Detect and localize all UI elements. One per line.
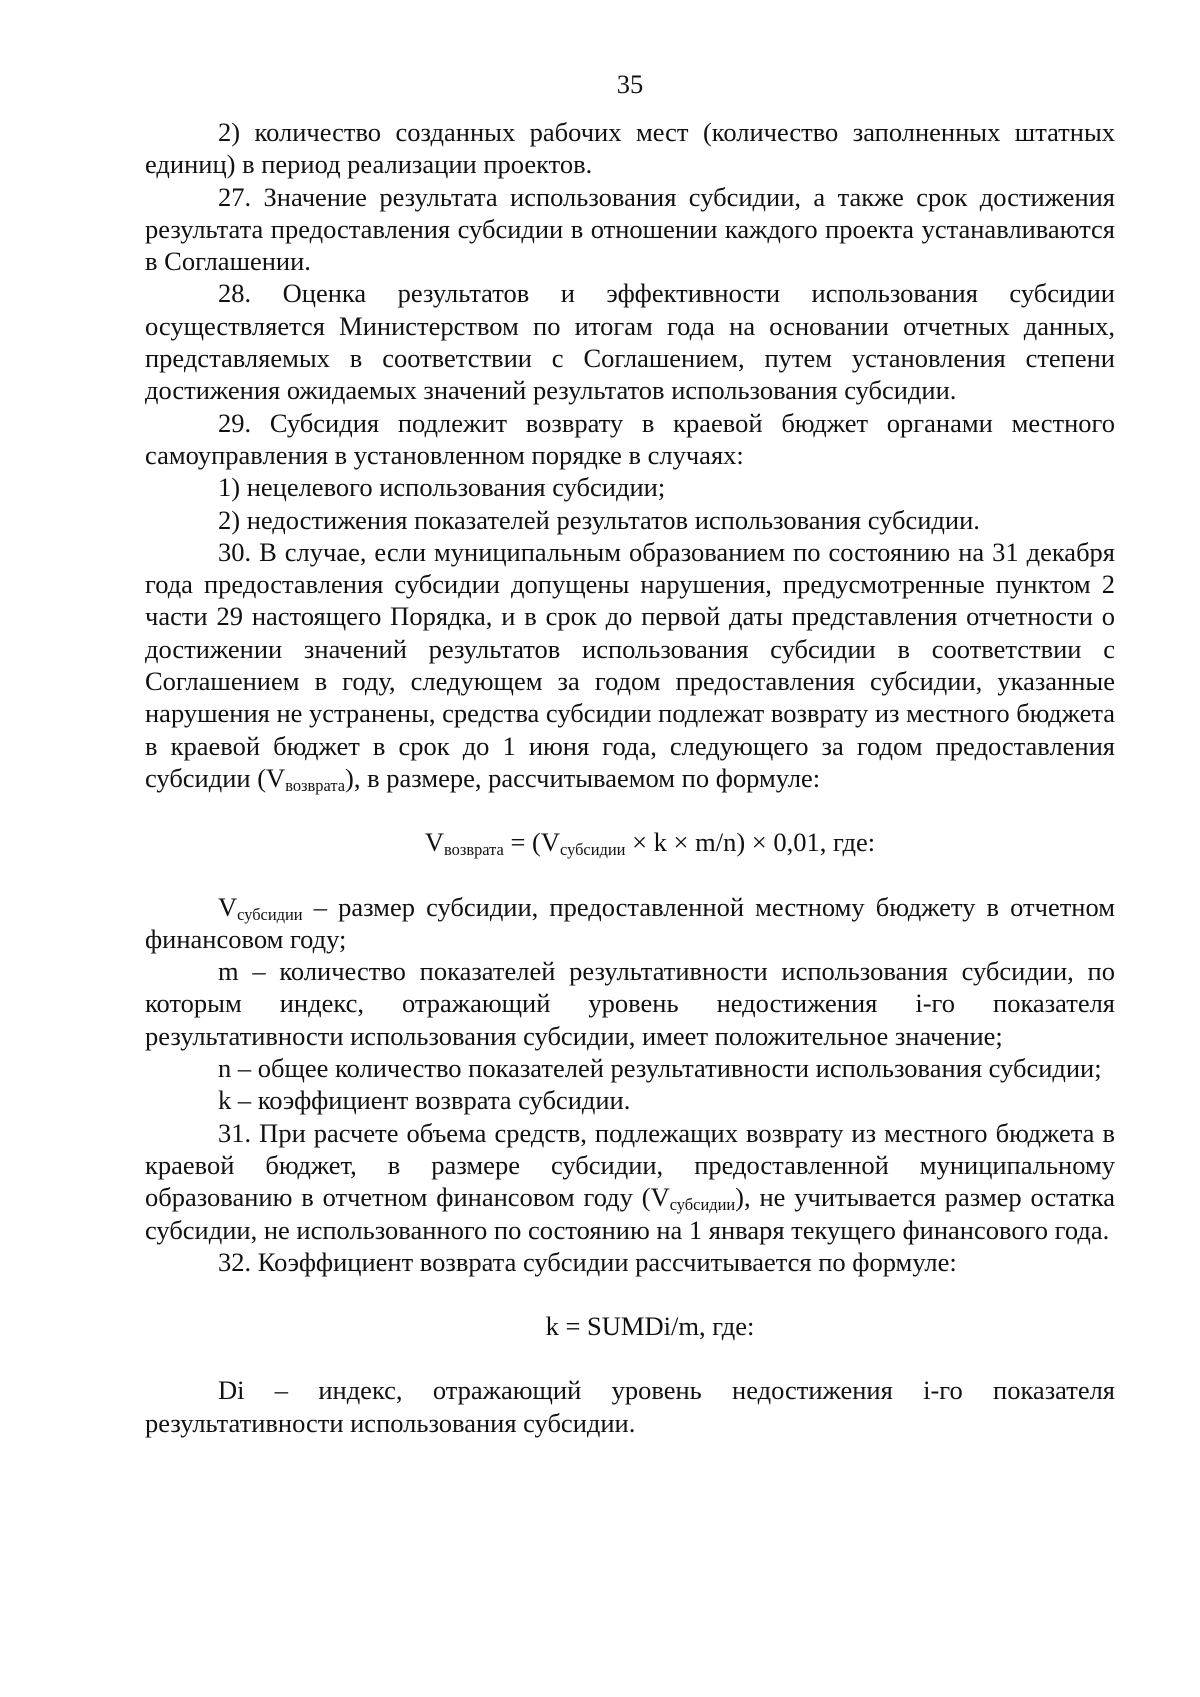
paragraph-31 [145,1117,1115,1246]
definition-v-text: – размер субсидии, предоставленной местному бюджету в отчетном финансовом году; [145,891,1115,954]
paragraph-32: 32. Коэффициент возврата субсидии рассчитывается по формуле: [218,1246,957,1277]
formula-v-subscript-return: возврата [444,840,504,860]
paragraph-27: 27. Значение результата использования субсидии, а также срок достижения результата предоставления субсидии в отношении каждого проекта устанавливаются в Соглашении. [145,181,1115,277]
paragraph-29: 29. Субсидия подлежит возврату в краевой бюджет органами местного самоуправления в установленном порядке в случаях: [145,407,1115,470]
paragraph-31-text-b: ), не учитывается размер остатка субсидии, не использованного по состоянию на 1 января текущего финансового года. [145,1182,1116,1245]
definition-m: m – количество показателей результативности использования субсидии, по которым индекс, отражающий уровень недостижения i-го показателя результативности использования субсидии, имеет положительное значение; [145,956,1115,1051]
definition-k: k – коэффициент возврата субсидии. [218,1085,631,1116]
formula-k: k = SUMDi/m, где: [545,1311,755,1342]
paragraph-30-text-b: ), в размере, рассчитываемом по формуле: [345,762,821,793]
paragraph-29-item-1: 1) нецелевого использования субсидии; [218,472,666,503]
page-number: 35 [616,69,644,99]
paragraph-26-item-2: 2) количество созданных рабочих мест (количество заполненных штатных единиц) в период реализации проектов. [145,117,1115,180]
paragraph-31-subscript: субсидии [669,1195,736,1215]
paragraph-30-subscript: возврата [285,776,346,796]
formula-v-symbol: V [424,827,444,858]
formula-v-return [145,826,1115,858]
definition-v-symbol: V [218,891,238,922]
paragraph-28: 28. Оценка результатов и эффективности использования субсидии осуществляется Министерством по итогам года на основании отчетных данных, представляемых в соответствии с Соглашением, путем установления степени достижения ожидаемых значений результатов использования субсидии. [145,278,1115,406]
paragraph-30-text-a: 30. В случае, если муниципальным образованием по состоянию на 31 декабря года предоставления субсидии допущены нарушения, предусмотренные пунктом 2 части 29 настоящего Порядка, и в срок до первой даты представления отчетности о достижении значений результатов использования субсидии в соответствии с Соглашением в году, следующем за годом предоставления субсидии, указанные нарушения не устранены, средства субсидии подлежат возврату из местного бюджета в краевой бюджет в срок до 1 июня года, следующего за годом предоставления субсидии (V [145,536,1115,793]
document-body [145,116,1115,1439]
formula-mid: = (V [503,827,561,858]
paragraph-29-item-2: 2) недостижения показателей результатов использования субсидии. [218,504,980,535]
definition-n: n – общее количество показателей результативности использования субсидии; [218,1053,1102,1084]
paragraph-31-text-a: 31. При расчете объема средств, подлежащих возврату из местного бюджета в краевой бюджет, в размере субсидии, предоставленной муниципальному образованию в отчетном финансовом году (V [145,1117,1115,1213]
formula-v-subscript-subsidy: субсидии [560,840,626,860]
definition-di: Di – индекс, отражающий уровень недостижения i-го показателя результативности использования субсидии. [145,1375,1115,1438]
definition-v-subscript: субсидии [237,904,303,924]
definition-v-subsidy [145,891,1115,956]
paragraph-30 [145,536,1115,794]
formula-rest: × k × m/n) × 0,01, где: [625,827,876,858]
